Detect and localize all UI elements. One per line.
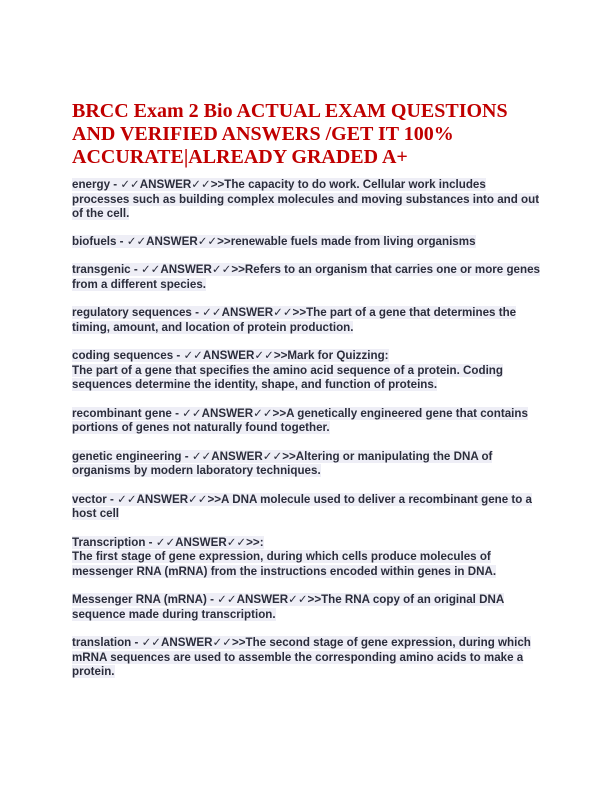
qa-entry [72, 636, 544, 680]
term: regulatory sequences [72, 306, 192, 319]
term: translation [72, 636, 132, 649]
answer-separator: - ✓✓ANSWER✓✓>> [116, 234, 231, 248]
qa-entry [72, 263, 544, 292]
answer-separator: - ✓✓ANSWER✓✓>> [110, 178, 225, 191]
answer-separator: - ✓✓ANSWER✓✓>> [206, 593, 322, 606]
answer-separator: - ✓✓ANSWER✓✓>> [171, 406, 287, 420]
answer: A genetically engineered gene that contains portions of genes not naturally found together. [72, 406, 528, 434]
answer: A DNA molecule used to deliver a recombinant gene to a host cell [72, 492, 533, 520]
answer-separator: - ✓✓ANSWER✓✓>> [130, 263, 245, 276]
answer-continued: The first stage of gene expression, during which cells produce molecules of messenger RNA (mRNA) from the instructions encoded within genes in DNA. [72, 550, 497, 578]
answer: The RNA copy of an original DNA sequence made during transcription. [72, 593, 504, 621]
answer: renewable fuels made from living organisms [230, 234, 476, 248]
term: Transcription [72, 535, 146, 549]
qa-entry [72, 349, 544, 393]
term: Messenger RNA (mRNA) [72, 593, 207, 606]
qa-entry [72, 593, 544, 622]
term: recombinant gene [72, 406, 172, 420]
qa-entry [72, 178, 544, 222]
qa-entry [72, 235, 544, 250]
answer: The capacity to do work. Cellular work includes processes such as building complex molecules and moving substances into and out of the cell. [72, 178, 540, 220]
qa-entry [72, 407, 544, 436]
term: vector [72, 492, 107, 506]
answer-separator: - ✓✓ANSWER✓✓>> [106, 492, 222, 506]
qa-list [72, 178, 544, 694]
answer: : [259, 535, 264, 549]
answer-separator: - ✓✓ANSWER✓✓>> [181, 449, 296, 463]
term: transgenic [72, 263, 131, 276]
answer-continued: The part of a gene that specifies the amino acid sequence of a protein. Coding sequences determine the identity, shape, and function of proteins. [72, 363, 503, 391]
answer: The second stage of gene expression, during which mRNA sequences are used to assemble the corresponding amino acids to make a protein. [72, 636, 531, 678]
answer-separator: - ✓✓ANSWER✓✓>> [145, 535, 260, 549]
term: genetic engineering [72, 449, 182, 463]
answer: Mark for Quizzing: [287, 349, 389, 362]
answer: The part of a gene that determines the timing, amount, and location of protein production. [72, 306, 517, 334]
answer-separator: - ✓✓ANSWER✓✓>> [173, 349, 288, 362]
answer: Altering or manipulating the DNA of organisms by modern laboratory techniques. [72, 449, 493, 477]
term: energy [72, 178, 111, 191]
answer-separator: - ✓✓ANSWER✓✓>> [131, 636, 246, 649]
qa-entry [72, 450, 544, 479]
qa-entry [72, 493, 544, 522]
term: biofuels [72, 234, 117, 248]
answer: Refers to an organism that carries one or more genes from a different species. [72, 263, 540, 291]
document-title: BRCC Exam 2 Bio ACTUAL EXAM QUESTIONS AND VERIFIED ANSWERS /GET IT 100% ACCURATE|ALREADY GRADED A+ [72, 100, 508, 168]
qa-entry [72, 306, 544, 335]
qa-entry [72, 536, 544, 580]
term: coding sequences [72, 349, 174, 362]
answer-separator: - ✓✓ANSWER✓✓>> [191, 306, 307, 319]
